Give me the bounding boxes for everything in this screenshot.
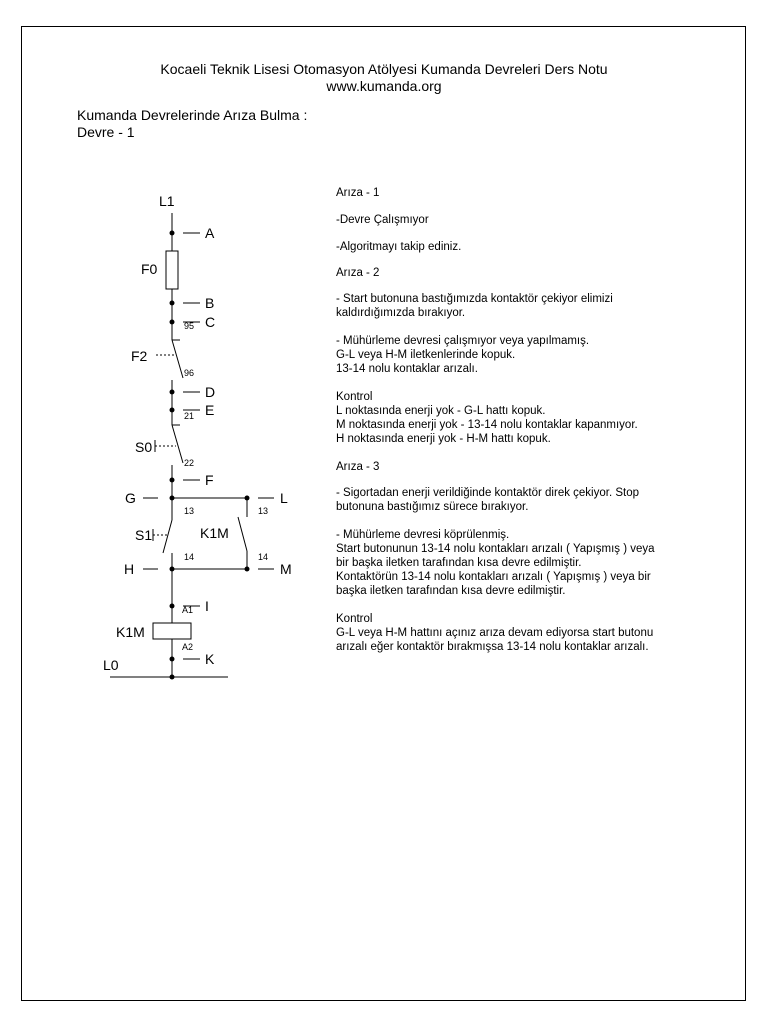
terminal-a1: A1 xyxy=(182,605,194,615)
kontrol2-text: arızalı eğer kontaktör bırakmışsa 13-14 nolu kontaklar arızalı. xyxy=(336,641,649,653)
kontrol1-text: L noktasında enerji yok - G-L hattı kopuk. xyxy=(336,405,546,417)
kontrol1-text: M noktasında enerji yok - 13-14 nolu kontaklar kapanmıyor. xyxy=(336,419,638,431)
ariza3-text: - Sigortadan enerji verildiğinde kontaktör direk çekiyor. Stop xyxy=(336,487,639,499)
ariza3-text: butonuna bastığımız sürece bırakıyor. xyxy=(336,501,529,513)
node-l0 xyxy=(170,675,175,680)
kontrol2-text: G-L veya H-M hattını açınız arıza devam ediyorsa start butonu xyxy=(336,627,654,639)
label-s1: S1 xyxy=(135,527,153,543)
terminal-a2: A2 xyxy=(182,642,194,652)
terminal-13-k1m: 13 xyxy=(258,506,269,516)
label-d: D xyxy=(205,384,216,400)
node-e xyxy=(170,408,175,413)
ariza2-text: - Start butonuna bastığımızda kontaktör çekiyor elimizi xyxy=(336,293,613,305)
label-l: L xyxy=(280,490,288,506)
k1m-contact-blade xyxy=(238,517,247,551)
node-g xyxy=(170,496,175,501)
section-subtitle: Devre - 1 xyxy=(77,124,135,140)
node-a xyxy=(170,231,175,236)
label-m: M xyxy=(280,561,292,577)
terminal-22: 22 xyxy=(184,458,195,468)
ariza2-text: kaldırdığımızda bırakıyor. xyxy=(336,307,466,319)
label-s0: S0 xyxy=(135,439,153,455)
node-c xyxy=(170,320,175,325)
ariza3-text: Start butonunun 13-14 nolu kontakları arızalı ( Yapışmış ) veya xyxy=(336,543,655,555)
ariza3-title: Arıza - 3 xyxy=(336,461,380,473)
ariza2-title: Arıza - 2 xyxy=(336,267,380,279)
node-k xyxy=(170,657,175,662)
label-h: H xyxy=(124,561,135,577)
ariza2-text: 13-14 nolu kontaklar arızalı. xyxy=(336,363,478,375)
coil-k1m xyxy=(153,623,191,639)
label-k1m-contact: K1M xyxy=(200,525,229,541)
terminal-14-k1m: 14 xyxy=(258,552,269,562)
section-title: Kumanda Devrelerinde Arıza Bulma : xyxy=(77,107,308,123)
label-a: A xyxy=(205,225,215,241)
terminal-95: 95 xyxy=(184,321,195,331)
kontrol2-title: Kontrol xyxy=(336,613,373,625)
label-g: G xyxy=(125,490,136,506)
header-url: www.kumanda.org xyxy=(326,78,442,94)
ariza2-text: G-L veya H-M iletkenlerinde kopuk. xyxy=(336,349,516,361)
fuse-f0 xyxy=(166,251,178,289)
label-k: K xyxy=(205,651,215,667)
terminal-96: 96 xyxy=(184,368,195,378)
ariza3-text: Kontaktörün 13-14 nolu kontakları arızalı ( Yapışmış ) veya bir xyxy=(336,571,651,583)
label-f2: F2 xyxy=(131,348,148,364)
ariza1-title: Arıza - 1 xyxy=(336,187,380,199)
header-title: Kocaeli Teknik Lisesi Otomasyon Atölyesi Kumanda Devreleri Ders Notu xyxy=(160,61,608,77)
fault-notes xyxy=(336,186,716,654)
kontrol1-title: Kontrol xyxy=(336,391,373,403)
kontrol1-text: H noktasında enerji yok - H-M hattı kopuk. xyxy=(336,433,551,445)
label-c: C xyxy=(205,314,216,330)
label-i: I xyxy=(205,598,209,614)
ariza3-text: - Mühürleme devresi köprülenmiş. xyxy=(336,529,510,541)
label-l0: L0 xyxy=(103,657,119,673)
s0-contact-blade xyxy=(172,425,183,463)
node-b xyxy=(170,301,175,306)
ariza3-text: başka iletken tarafından kısa devre edilmiştir. xyxy=(336,585,566,597)
f2-contact-blade xyxy=(172,340,183,378)
label-f0: F0 xyxy=(141,261,158,277)
label-e: E xyxy=(205,402,215,418)
node-f xyxy=(170,478,175,483)
node-d xyxy=(170,390,175,395)
ariza1-line2: -Algoritmayı takip ediniz. xyxy=(336,241,462,253)
terminal-21: 21 xyxy=(184,411,195,421)
terminal-13-s1: 13 xyxy=(184,506,195,516)
s1-contact-blade xyxy=(163,520,172,553)
node-i xyxy=(170,604,175,609)
terminal-14-s1: 14 xyxy=(184,552,195,562)
label-f: F xyxy=(205,472,214,488)
node-m xyxy=(245,567,250,572)
label-l1: L1 xyxy=(159,193,175,209)
ariza2-text: - Mühürleme devresi çalışmıyor veya yapılmamış. xyxy=(336,335,590,347)
node-l xyxy=(245,496,250,501)
ariza1-line1: -Devre Çalışmıyor xyxy=(336,214,429,226)
label-k1m-coil: K1M xyxy=(116,624,145,640)
node-h xyxy=(170,567,175,572)
label-b: B xyxy=(205,295,215,311)
ariza3-text: bir başka iletken tarafından kısa devre edilmiştir. xyxy=(336,557,582,569)
